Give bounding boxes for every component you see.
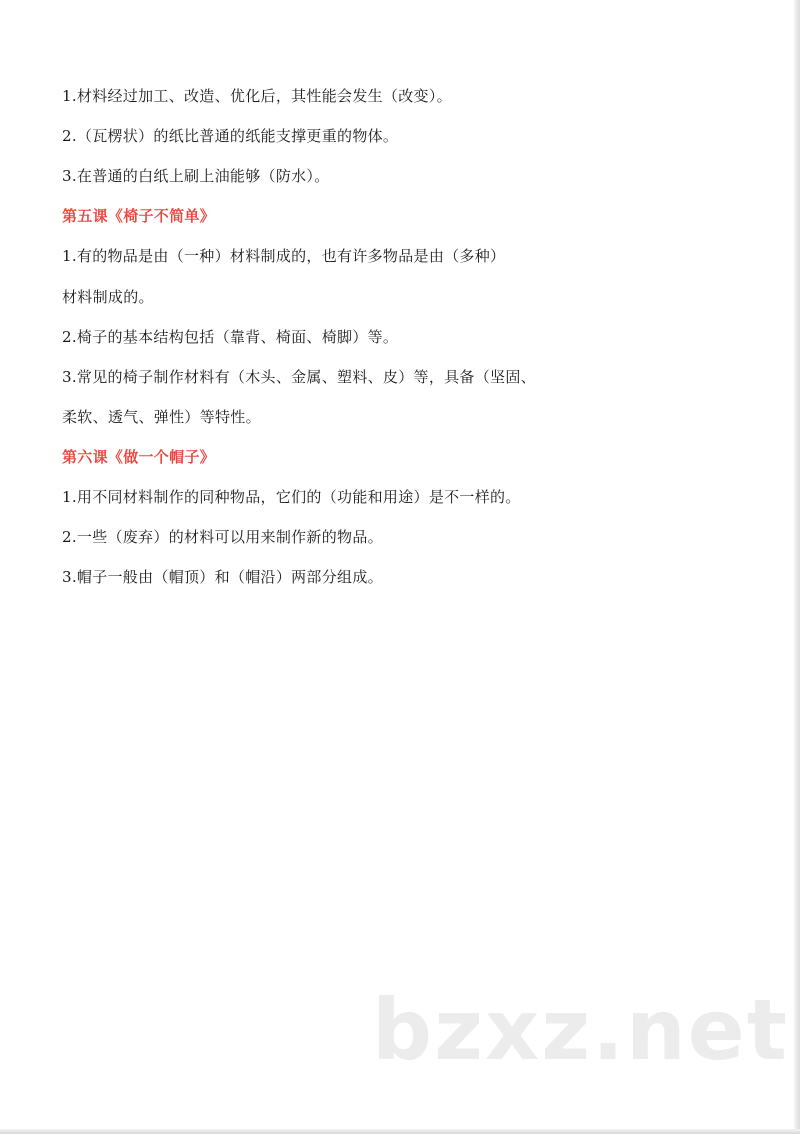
lesson5-title: 第五课《椅子不简单》 (62, 207, 216, 225)
lesson5-item-3-line-2: 柔软、透气、弹性）等特性。 (62, 408, 261, 426)
lesson6-title: 第六课《做一个帽子》 (62, 448, 216, 466)
prev-item-1: 1.材料经过加工、改造、优化后，其性能会发生（改变）。 (62, 87, 452, 105)
page-edge-shadow-right (794, 0, 800, 1134)
prev-item-3: 3.在普通的白纸上刷上油能够（防水）。 (62, 167, 330, 185)
lesson5-item-1-line-1: 1.有的物品是由（一种）材料制成的，也有许多物品是由（多种） (62, 247, 506, 265)
lesson6-item-2: 2.一些（废弃）的材料可以用来制作新的物品。 (62, 528, 383, 546)
lesson6-item-3: 3.帽子一般由（帽顶）和（帽沿）两部分组成。 (62, 568, 383, 586)
lesson5-item-2: 2.椅子的基本结构包括（靠背、椅面、椅脚）等。 (62, 328, 399, 346)
lesson5-item-3-line-1: 3.常见的椅子制作材料有（木头、金属、塑料、皮）等，具备（坚固、 (62, 368, 536, 386)
lesson6-item-1: 1.用不同材料制作的同种物品，它们的（功能和用途）是不一样的。 (62, 488, 521, 506)
page-edge-shadow-bottom (0, 1129, 800, 1134)
prev-item-2: 2.（瓦楞状）的纸比普通的纸能支撑更重的物体。 (62, 127, 399, 145)
watermark-logo: bzxz.net (372, 981, 789, 1079)
lesson5-item-1-line-2: 材料制成的。 (62, 288, 154, 306)
